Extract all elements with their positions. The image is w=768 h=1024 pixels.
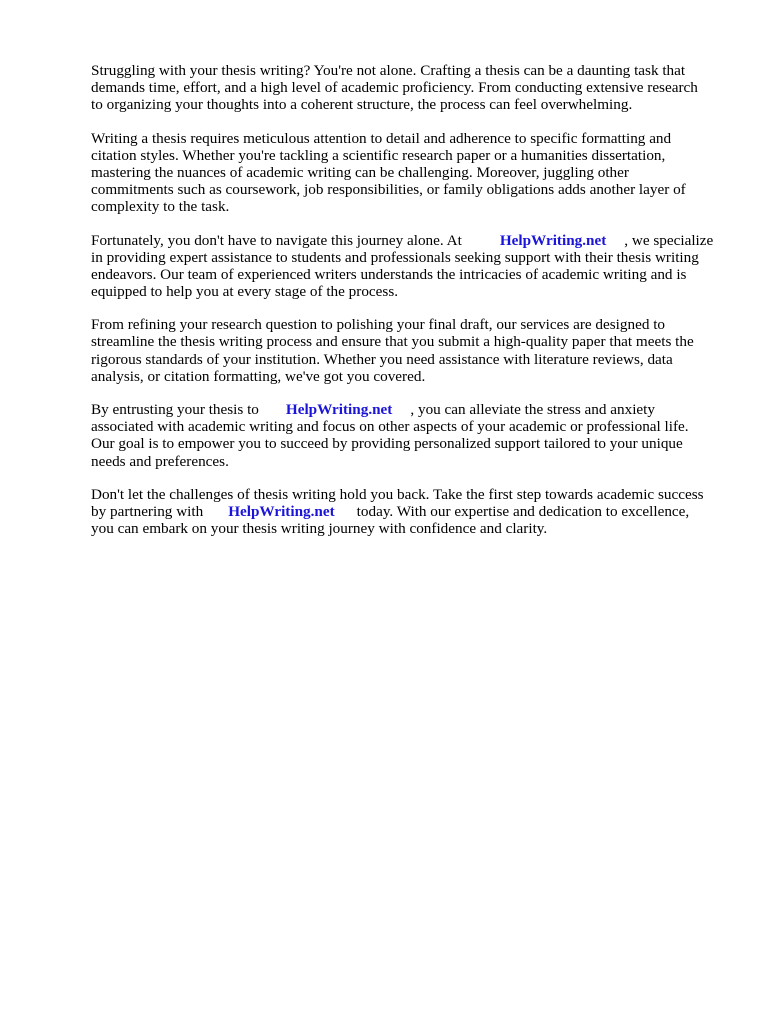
text-segment: Fortunately, you don't have to navigate this journey alone. At [91, 231, 462, 249]
text-line: demands time, effort, and a high level of academic proficiency. From conducting extensive research [91, 79, 698, 97]
text-segment: today. With our expertise and dedication to excellence, [356, 502, 690, 520]
text-line: analysis, or citation formatting, we've got you covered. [91, 367, 426, 385]
text-segment: , we specialize [624, 231, 714, 249]
text-line: Struggling with your thesis writing? You're not alone. Crafting a thesis can be a daunting task that [91, 62, 686, 79]
text-line: commitments such as coursework, job responsibilities, or family obligations adds another layer of [91, 181, 686, 199]
text-line: in providing expert assistance to students and professionals seeking support with their thesis writing [91, 248, 699, 266]
paragraph-6 [91, 486, 731, 538]
paragraph-1 [91, 62, 731, 114]
text-line: mastering the nuances of academic writing can be challenging. Moreover, juggling other [91, 163, 629, 181]
text-line: to organizing your thoughts into a coherent structure, the process can feel overwhelming. [91, 96, 633, 114]
text-line: needs and preferences. [91, 452, 229, 470]
text-line: you can embark on your thesis writing journey with confidence and clarity. [91, 520, 548, 538]
helpwriting-link[interactable]: HelpWriting.net [228, 502, 335, 520]
text-segment: by partnering with [91, 502, 204, 520]
paragraph-4 [91, 316, 731, 385]
text-line-with-link [91, 232, 731, 249]
text-line-with-link [91, 503, 731, 520]
text-line: streamline the thesis writing process and ensure that you submit a high-quality paper that meets the [91, 333, 694, 351]
text-line: equipped to help you at every stage of the process. [91, 283, 399, 301]
text-line: citation styles. Whether you're tackling a scientific research paper or a humanities dissertation, [91, 146, 666, 164]
text-line: endeavors. Our team of experienced writers understands the intricacies of academic writing and is [91, 265, 687, 283]
text-line: Our goal is to empower you to succeed by providing personalized support tailored to your unique [91, 435, 683, 453]
text-line: rigorous standards of your institution. Whether you need assistance with literature reviews, data [91, 350, 673, 368]
text-line: From refining your research question to polishing your final draft, our services are designed to [91, 316, 666, 334]
paragraph-3 [91, 232, 731, 301]
paragraph-5 [91, 401, 731, 470]
text-line-with-link [91, 401, 731, 418]
text-line: associated with academic writing and focus on other aspects of your academic or professional life. [91, 418, 689, 436]
document-page [91, 62, 731, 553]
text-line: complexity to the task. [91, 198, 230, 216]
helpwriting-link[interactable]: HelpWriting.net [499, 231, 607, 249]
text-segment: , you can alleviate the stress and anxiety [410, 401, 655, 418]
paragraph-2 [91, 130, 731, 216]
text-segment: By entrusting your thesis to [91, 401, 259, 418]
text-line: Don't let the challenges of thesis writing hold you back. Take the first step towards academic success [91, 485, 704, 503]
helpwriting-link[interactable]: HelpWriting.net [285, 401, 393, 418]
text-line: Writing a thesis requires meticulous attention to detail and adherence to specific formatting and [91, 129, 672, 147]
